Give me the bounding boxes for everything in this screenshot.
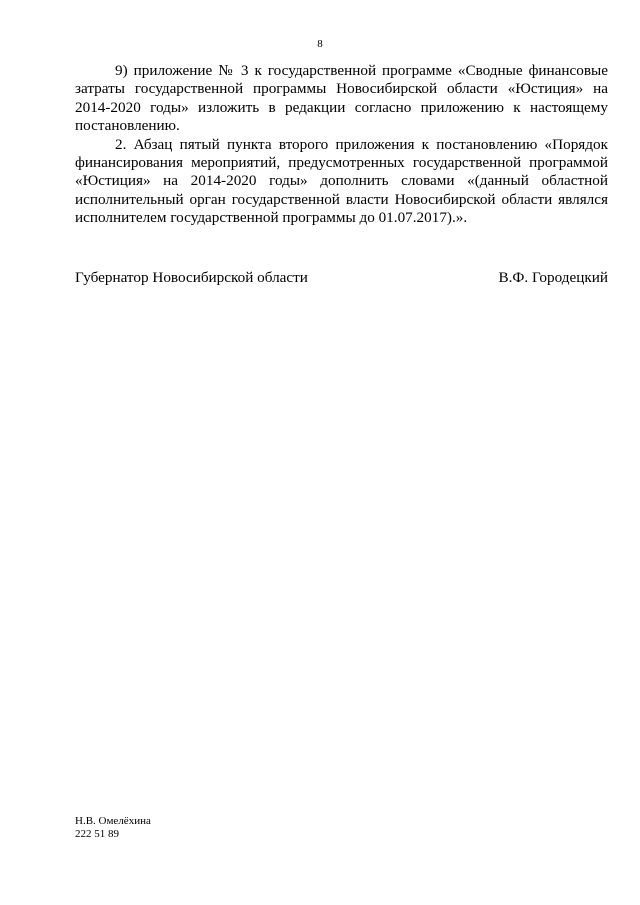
paragraph-item-9: 9) приложение № 3 к государственной программе «Сводные финансовые затраты государственной программы Новосибирской области «Юстиция» на 2014-2020 годы» изложить в редакции согласно приложению к настоящему постановлению. [75,62,608,135]
contact-phone: 222 51 89 [75,828,119,840]
signatory-name: В.Ф. Городецкий [498,269,608,286]
page-number: 8 [317,38,323,50]
signatory-role: Губернатор Новосибирской области [75,269,308,286]
contact-block [75,815,151,841]
paragraph-item-2: 2. Абзац пятый пункта второго приложения к постановлению «Порядок финансирования мероприятий, предусмотренных государственной программой «Юстиция» на 2014-2020 годы» дополнить словами «(данный областной исполнительный орган государственной власти Новосибирской области являлся исполнителем государственной программы до 01.07.2017).». [75,135,608,227]
contact-name: Н.В. Омелёхина [75,815,151,827]
document-body [75,62,608,228]
